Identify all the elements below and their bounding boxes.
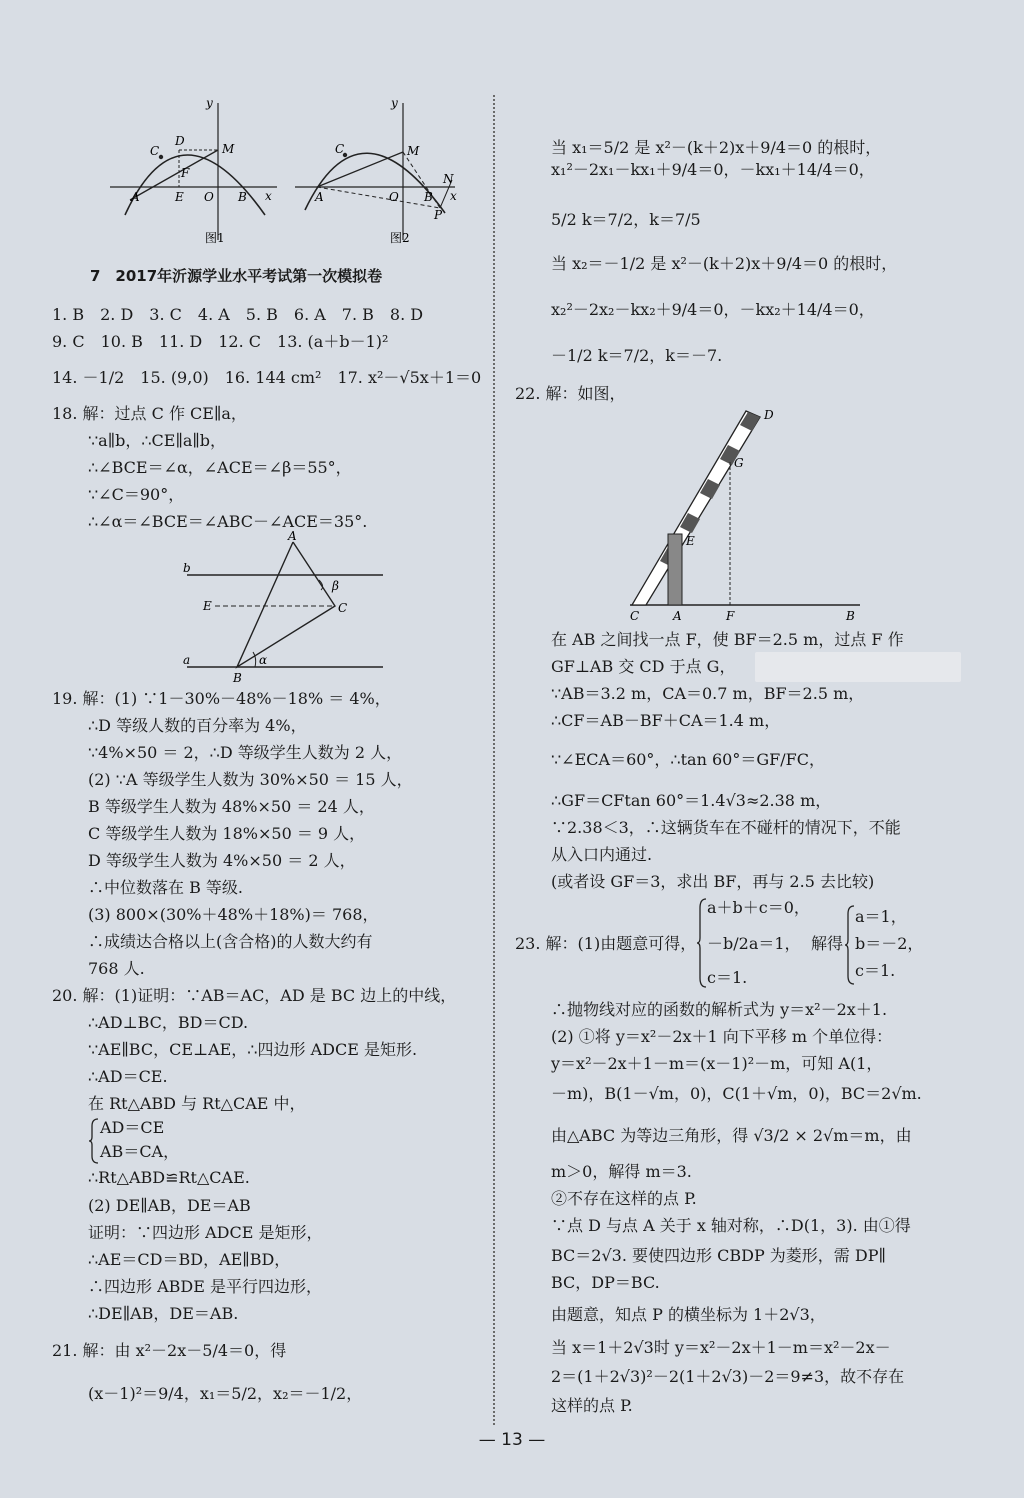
answer-line: －b/2a＝1， [707, 934, 801, 953]
section-title: 7 2017年沂源学业水平考试第一次模拟卷 [90, 267, 383, 285]
svg-text:C: C [338, 601, 348, 615]
column-divider [493, 95, 495, 1425]
answer-line: 18. 解：过点 C 作 CE∥a， [52, 404, 247, 423]
answer-line: (2) ①将 y＝x²－2x＋1 向下平移 m 个单位得： [551, 1027, 893, 1046]
svg-text:O: O [204, 190, 214, 204]
svg-text:C: C [630, 609, 640, 623]
smudge [755, 652, 961, 682]
svg-text:图2: 图2 [390, 231, 410, 245]
answer-line: ∴AD⊥BC，BD＝CD. [88, 1013, 249, 1032]
figure-barrier [620, 405, 865, 625]
answer-line: 当 x₁＝5/2 是 x²－(k＋2)x＋9/4＝0 的根时， [551, 138, 882, 157]
answer-line: ∴∠BCE＝∠α，∠ACE＝∠β＝55°， [88, 458, 352, 477]
answer-line: D 等级学生人数为 4%×50 ＝ 2 人， [88, 851, 356, 870]
svg-text:B: B [233, 671, 242, 685]
figure-parallel-lines [175, 530, 395, 690]
answer-line: ∵∠C＝90°， [88, 485, 185, 504]
answer-line: 从入口内通过. [551, 845, 653, 864]
figure-parabola-1 [105, 95, 285, 245]
answer-line: ∴抛物线对应的函数的解析式为 y＝x²－2x＋1. [551, 1000, 888, 1019]
svg-text:β: β [332, 579, 339, 593]
answer-line: AB＝CA， [100, 1142, 180, 1161]
answer-line: －m)，B(1－√m，0)，C(1＋√m，0)，BC＝2√m. [551, 1084, 922, 1103]
svg-text:D: D [175, 134, 185, 148]
answer-line: ∵4%×50 ＝ 2，∴D 等级学生人数为 2 人， [88, 743, 403, 762]
answer-line: 解得 [811, 934, 844, 953]
answer-line: ∴CF＝AB－BF＋CA＝1.4 m， [551, 711, 781, 730]
svg-text:b: b [183, 561, 191, 575]
svg-text:O: O [389, 190, 399, 204]
svg-text:x: x [265, 189, 272, 203]
svg-text:y: y [391, 96, 398, 110]
answer-line: B 等级学生人数为 48%×50 ＝ 24 人， [88, 797, 375, 816]
answer-line: 22. 解：如图， [515, 384, 626, 403]
answer-line: C 等级学生人数为 18%×50 ＝ 9 人， [88, 824, 366, 843]
answer-line: ∴AE＝CD＝BD，AE∥BD， [88, 1250, 291, 1269]
answer-line: (2) ∵A 等级学生人数为 30%×50 ＝ 15 人， [88, 770, 413, 789]
svg-text:C: C [150, 144, 160, 158]
answer-line: ∴∠α＝∠BCE＝∠ABC－∠ACE＝35°. [88, 512, 368, 531]
answer-line: x₂²－2x₂－kx₂＋9/4＝0，－kx₂＋14/4＝0， [551, 300, 875, 319]
answer-line: 21. 解：由 x²－2x－5/4＝0，得 [52, 1341, 287, 1360]
answer-line: m＞0，解得 m＝3. [551, 1162, 692, 1181]
answer-line: a＝1， [855, 907, 907, 926]
answer-line: ∴AD＝CE. [88, 1067, 168, 1086]
answer-line: ∵AE∥BC，CE⊥AE，∴四边形 ADCE 是矩形. [88, 1040, 418, 1059]
svg-text:N: N [443, 172, 454, 186]
answer-line: x₁²－2x₁－kx₁＋9/4＝0，－kx₁＋14/4＝0， [551, 160, 875, 179]
answer-line: AD＝CE [100, 1118, 165, 1137]
answer-line: a＋b＋c＝0， [707, 898, 810, 917]
answer-line: 当 x₂＝－1/2 是 x²－(k＋2)x＋9/4＝0 的根时， [551, 254, 898, 273]
svg-text:A: A [288, 530, 297, 543]
svg-text:F: F [726, 609, 735, 623]
svg-text:B: B [846, 609, 855, 623]
answer-line: 2＝(1＋2√3)²－2(1＋2√3)－2＝9≠3，故不存在 [551, 1367, 905, 1386]
svg-text:E: E [686, 534, 695, 548]
figure-parabola-2 [290, 95, 470, 245]
svg-text:A: A [673, 609, 682, 623]
answer-line: c＝1. [855, 961, 896, 980]
answer-line: 证明：∵四边形 ADCE 是矩形， [88, 1223, 323, 1242]
answer-line: ②不存在这样的点 P. [551, 1189, 697, 1208]
answer-line: 在 AB 之间找一点 F，使 BF＝2.5 m，过点 F 作 [551, 630, 904, 649]
answer-line: 5/2 k＝7/2，k＝7/5 [551, 210, 701, 229]
page-number: — 13 — [478, 1430, 546, 1450]
answer-line: ∴成绩达合格以上(含合格)的人数大约有 [88, 932, 373, 951]
answer-line: ∵∠ECA＝60°，∴tan 60°＝GF/FC， [551, 750, 825, 769]
answer-line: 9. C 10. B 11. D 12. C 13. (a＋b－1)² [52, 332, 389, 351]
answer-line: c＝1. [707, 968, 748, 987]
answer-line: ∵AB＝3.2 m，CA＝0.7 m，BF＝2.5 m， [551, 684, 865, 703]
svg-text:x: x [450, 189, 457, 203]
answer-line: ∵2.38＜3，∴这辆货车在不碰杆的情况下，不能 [551, 818, 901, 837]
answer-line: ∵点 D 与点 A 关于 x 轴对称，∴D(1，3). 由①得 [551, 1216, 911, 1235]
svg-text:E: E [203, 599, 212, 613]
answer-line: 在 Rt△ABD 与 Rt△CAE 中， [88, 1094, 306, 1113]
svg-text:M: M [407, 144, 420, 158]
answer-line: (或者设 GF＝3，求出 BF，再与 2.5 去比较) [551, 872, 875, 891]
answer-line: ∵a∥b，∴CE∥a∥b， [88, 431, 227, 450]
answer-line: BC，DP＝BC. [551, 1273, 660, 1292]
brace [696, 898, 708, 988]
brace [844, 905, 856, 985]
svg-text:A: A [315, 190, 324, 204]
answer-line: 14. －1/2 15. (9,0) 16. 144 cm² 17. x²－√5x＋1＝0 [52, 368, 482, 387]
answer-line: BC＝2√3. 要使四边形 CBDP 为菱形，需 DP∥ [551, 1246, 886, 1265]
answer-line: 1. B 2. D 3. C 4. A 5. B 6. A 7. B 8. D [52, 305, 424, 324]
answer-line: 768 人. [88, 959, 145, 978]
svg-text:E: E [175, 190, 184, 204]
svg-text:F: F [181, 166, 190, 180]
svg-text:B: B [424, 190, 433, 204]
answer-line: ∴Rt△ABD≌Rt△CAE. [88, 1168, 250, 1187]
svg-text:G: G [734, 456, 744, 470]
answer-line: 20. 解：(1)证明：∵AB＝AC，AD 是 BC 边上的中线， [52, 986, 457, 1005]
svg-text:P: P [434, 208, 443, 222]
answer-line: 19. 解：(1) ∵1－30%－48%－18% ＝ 4%， [52, 689, 391, 708]
answer-line: 23. 解：(1)由题意可得， [515, 934, 697, 953]
answer-line: (x－1)²＝9/4，x₁＝5/2，x₂＝－1/2， [88, 1384, 363, 1403]
answer-line: (2) DE∥AB，DE＝AB [88, 1196, 251, 1215]
answer-line: －1/2 k＝7/2，k＝－7. [551, 346, 723, 365]
answer-line: ∴DE∥AB，DE＝AB. [88, 1304, 239, 1323]
svg-text:C: C [335, 142, 345, 156]
svg-text:A: A [131, 190, 140, 204]
answer-line: ∴GF＝CFtan 60°＝1.4√3≈2.38 m， [551, 791, 832, 810]
svg-text:α: α [259, 653, 268, 667]
svg-text:B: B [238, 190, 247, 204]
answer-line: ∴四边形 ABDE 是平行四边形， [88, 1277, 322, 1296]
answer-line: 当 x＝1＋2√3时 y＝x²－2x＋1－m＝x²－2x－ [551, 1338, 891, 1357]
svg-text:M: M [222, 142, 235, 156]
brace [88, 1118, 100, 1164]
answer-line: 由题意，知点 P 的横坐标为 1＋2√3， [551, 1305, 826, 1324]
svg-text:a: a [183, 653, 191, 667]
answer-line: (3) 800×(30%＋48%＋18%)＝ 768， [88, 905, 379, 924]
answer-line: 由△ABC 为等边三角形，得 √3/2 × 2√m＝m，由 [551, 1126, 912, 1145]
answer-line: y＝x²－2x＋1－m＝(x－1)²－m，可知 A(1， [551, 1054, 883, 1073]
answer-line: GF⊥AB 交 CD 于点 G， [551, 657, 736, 676]
svg-text:y: y [206, 96, 213, 110]
svg-text:D: D [764, 408, 774, 422]
answer-line: ∴D 等级人数的百分率为 4%， [88, 716, 307, 735]
answer-line: b＝－2， [855, 934, 924, 953]
svg-text:图1: 图1 [205, 231, 225, 245]
answer-line: 这样的点 P. [551, 1396, 633, 1415]
answer-line: ∴中位数落在 B 等级. [88, 878, 244, 897]
